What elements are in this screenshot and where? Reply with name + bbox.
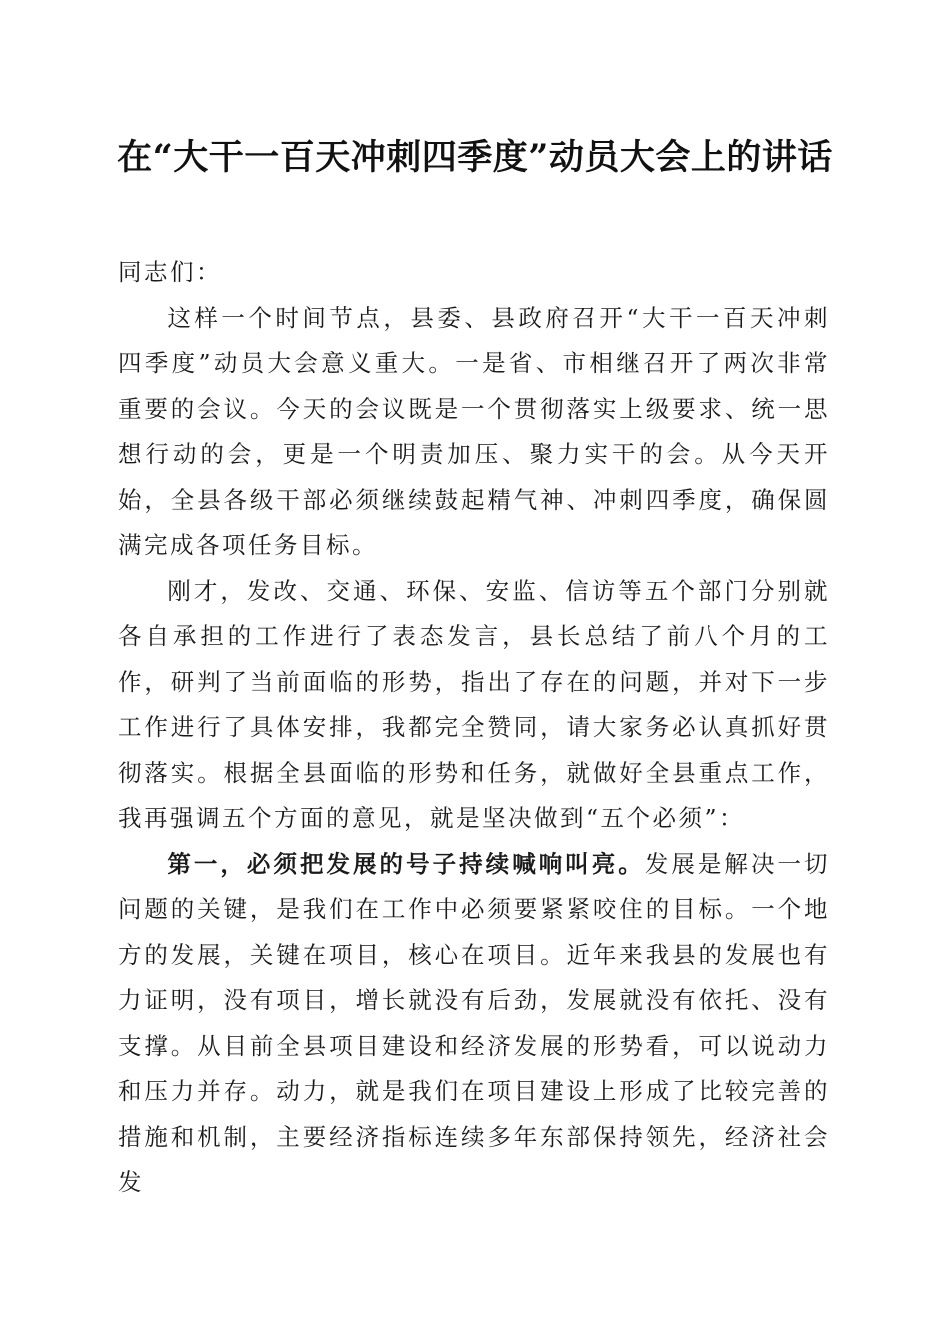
paragraph-2-text: 刚才，发改、交通、环保、安监、信访等五个部门分别就各自承担的工作进行了表态发言，县长总结了前八个月的工作，研判了当前面临的形势，指出了存在的问题，并对下一步工作进行了具体安排，我都完全赞同，请大家务必认真抓好贯彻落实。根据全县面临的形势和任务，就做好全县重点工作，我再强调五个方面的意见，就是坚决做到“五个必须”： xyxy=(118,576,830,832)
paragraph-3-text: 发展是解决一切问题的关键，是我们在工作中必须要紧紧咬住的目标。一个地方的发展，关键在项目，核心在项目。近年来我县的发展也有力证明，没有项目，增长就没有后劲，发展就没有依托、没有支撑。从目前全县项目建设和经济发展的形势看，可以说动力和压力并存。动力，就是我们在项目建设上形成了比较完善的措施和机制，主要经济指标连续多年东部保持领先，经济社会发 xyxy=(118,849,831,1196)
paragraph-1-text: 这样一个时间节点，县委、县政府召开“大干一百天冲刺四季度”动员大会意义重大。一是省、市相继召开了两次非常重要的会议。今天的会议既是一个贯彻落实上级要求、统一思想行动的会，更是一个明责加压、聚力实干的会。从今天开始，全县各级干部必须继续鼓起精气神、冲刺四季度，确保圆满完成各项任务目标。 xyxy=(118,303,830,559)
salutation: 同志们： xyxy=(118,258,222,286)
document-title: 在“大干一百天冲刺四季度”动员大会上的讲话 xyxy=(117,137,833,178)
paragraph-2 xyxy=(118,569,830,842)
paragraph-3-heading: 第一，必须把发展的号子持续喊响叫亮。 xyxy=(167,849,645,878)
paragraph-3 xyxy=(118,842,830,1206)
document-body xyxy=(118,250,830,1206)
paragraph-1 xyxy=(118,296,830,569)
